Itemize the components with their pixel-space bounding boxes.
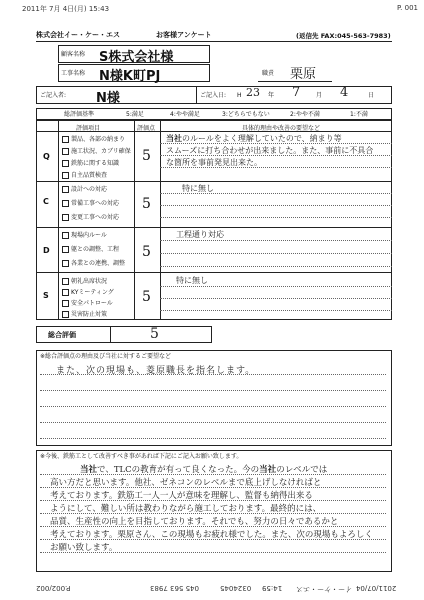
legend-2: 2:やや不満 — [290, 111, 320, 118]
row-q-score: 5 — [142, 148, 151, 164]
position-value: 栗原 — [290, 67, 317, 82]
row-q-item-4: 自主品質検査 — [62, 170, 107, 179]
row-d-item-1: 現場内ルール — [62, 230, 107, 239]
project-value: N様K町PJ — [99, 69, 161, 84]
row-c-letter: C — [43, 197, 49, 206]
footer-time: 14:59 — [262, 584, 283, 592]
row-c-score: 5 — [142, 196, 151, 212]
improvement-line-7: お願い致します。 — [50, 543, 118, 553]
legend-label: 総評価基準 — [64, 111, 95, 118]
row-q-item-1: 製品、各部の納まり — [62, 134, 125, 143]
row-q-item-2: 施工状況、カブリ確保 — [62, 146, 131, 155]
row-d-item-2: 躯との調整、工程 — [62, 244, 119, 253]
row-s-item-4: 災害防止対策 — [62, 309, 107, 318]
improvement-line-6: 考えております。栗原さん、この現場もお疲れ様でした。また、次の現場もよろしく — [50, 530, 373, 540]
row-q-comment-2: スムーズに打ち合わせが出来ました。また、事前に不具合 — [166, 146, 374, 155]
row-q-comment: 当社のルールをよく理解していたので、納まり等 — [166, 134, 342, 143]
row-q-comment-3: な箇所を事前発見出来た。 — [166, 158, 262, 167]
row-c-item-3: 変更工事への対応 — [62, 212, 119, 221]
line1-company: 当社 — [80, 465, 98, 475]
legend-4: 4:やや満足 — [170, 111, 200, 118]
row-d-letter: D — [43, 246, 50, 255]
date-era: H — [237, 92, 242, 99]
row-s-item-3: 安全パトロール — [62, 298, 113, 307]
return-fax: (返信先 FAX:045-563-7983) — [296, 32, 391, 40]
row-s-item-1: 朝礼出席状況 — [62, 276, 107, 285]
improvement-line-4: ようにして、難しい所は教わりながら施工しております。最終的には、 — [50, 504, 322, 514]
date-month: 7 — [292, 85, 301, 100]
form-title: お客様アンケート — [156, 31, 212, 39]
improvement-line-5: 品質、生産性の向上を目指しております。それでも、努力の日々であるかと — [50, 517, 339, 527]
fax-datetime: 2011年 7月 4日(月) 15:43 — [22, 5, 110, 13]
row-s-comment: 特に無し — [176, 276, 208, 285]
date-year-unit: 年 — [268, 92, 275, 99]
date-label: ご記入日: — [200, 92, 227, 99]
date-month-unit: 月 — [316, 92, 323, 99]
total-score: 5 — [150, 326, 159, 342]
customer-value: S株式会社様 — [99, 50, 174, 65]
footer-org: イー・ケー・エス — [296, 585, 352, 593]
improvement-line-2: 高い方だと思います。他社、ゼネコンのレベルまで底上げしなければと — [50, 478, 322, 488]
improvement-label: ※今後、鉄筋工として改善すべき事があれば下記にご記入お願い致します。 — [40, 453, 243, 460]
footer-date: 2011/07/04 — [356, 584, 397, 592]
footer-page: P.002/002 — [36, 584, 71, 592]
row-c-item-1: 設計への対応 — [62, 184, 107, 193]
row-q-letter: Q — [43, 152, 50, 161]
row-q-item-3: 鉄筋に関する知識 — [62, 158, 119, 167]
improvement-line-1: 当社で、TLCの教育が有って良くなった。今の当社のレベルでは — [80, 465, 328, 475]
date-year: 23 — [246, 86, 260, 99]
writer-label: ご記入者: — [40, 92, 67, 99]
reason-label: ※総合評価点の理由及び当社に対するご要望など — [40, 353, 172, 360]
legend-5: 5:満足 — [126, 111, 144, 118]
col-score-header: 評価点 — [137, 125, 156, 132]
fax-page: P. 001 — [397, 4, 418, 12]
footer-fax-number: 045 563 7983 — [150, 584, 199, 592]
footer-id: 0324045 — [220, 584, 252, 592]
writer-value: N様 — [96, 91, 120, 106]
total-label: 総合評価 — [48, 331, 76, 339]
position-label: 職責 — [262, 70, 275, 77]
col-items-header: 評価項目 — [76, 125, 101, 132]
row-s-letter: S — [43, 291, 49, 300]
project-label: 工事名称 — [61, 70, 86, 77]
row-c-item-2: 常備工事への対応 — [62, 198, 119, 207]
legend-1: 1:不満 — [350, 111, 368, 118]
date-day: 4 — [340, 85, 349, 100]
company-name: 株式会社イー・ケー・エス — [36, 31, 120, 39]
date-day-unit: 日 — [368, 92, 375, 99]
customer-label: 顧客名称 — [61, 51, 86, 58]
col-notes-header: 具体的理由や改善の要望など — [242, 125, 321, 132]
row-s-item-2: KYミーティング — [62, 287, 114, 296]
row-s-score: 5 — [142, 289, 151, 305]
row-q-comment-prefix: 当社 — [166, 134, 182, 143]
improvement-line-3: 考えております。鉄筋工一人一人が意味を理解し、監督も納得出来る — [50, 491, 313, 501]
line1-company-2: 当社 — [259, 465, 277, 475]
row-d-item-3: 各業との連携、調整 — [62, 258, 125, 267]
legend-3: 3:どちらでもない — [222, 111, 270, 118]
row-c-comment: 特に無し — [182, 184, 214, 193]
row-d-score: 5 — [142, 244, 151, 260]
reason-text: また、次の現場も、菱原職長を指名します。 — [56, 366, 256, 376]
row-d-comment: 工程通り対応 — [176, 230, 224, 239]
